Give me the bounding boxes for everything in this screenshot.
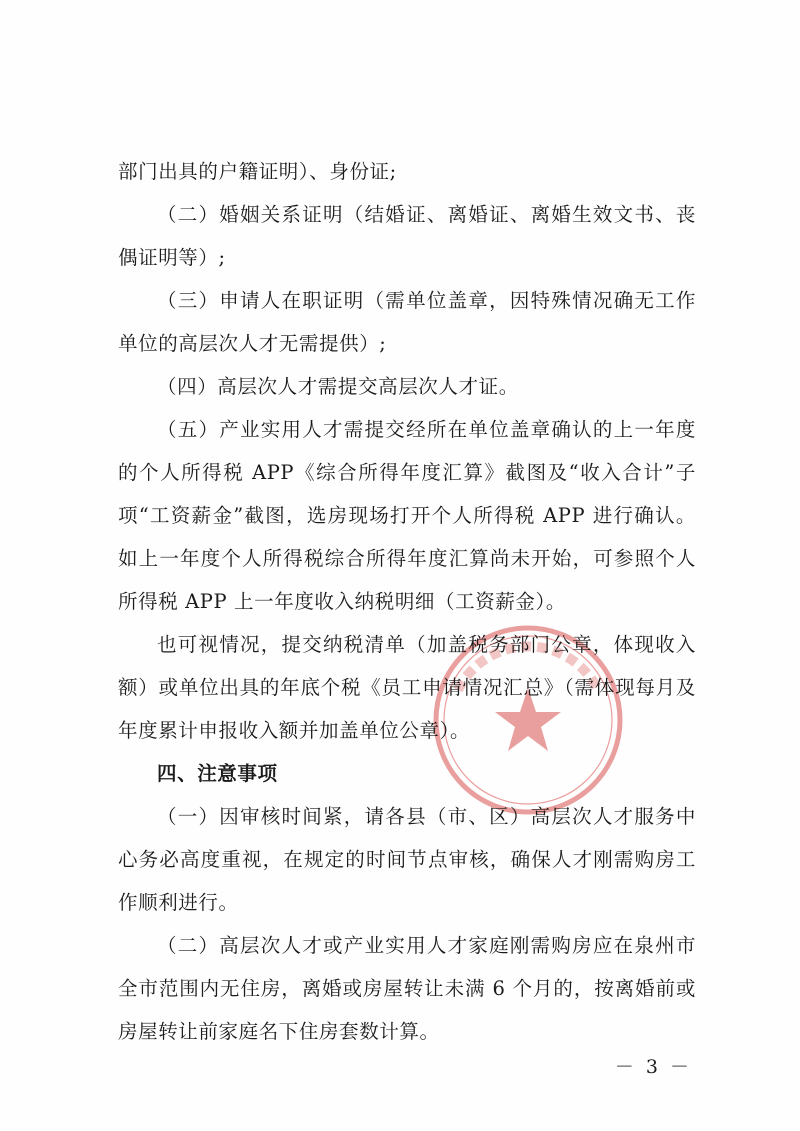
paragraph-tax-screenshot: （五）产业实用人才需提交经所在单位盖章确认的上一年度的个人所得税 APP《综合所得年度汇算》截图及“收入合计”子项“工资薪金”截图，选房现场打开个人所得税 APP 进行确认。如上一年度个人所得税综合所得年度汇算尚未开始，可参照个人所得税 APP 上一年度收入纳税明细（工资薪金）。 [118, 418, 696, 613]
paragraph-tax-alternative: 也可视情况，提交纳税清单（加盖税务部门公章，体现收入额）或单位出具的年底个税《员工申请情况汇总》（需体现每月及年度累计申报收入额并加盖单位公章）。 [118, 633, 696, 742]
section-heading-notes: 四、注意事项 [157, 762, 278, 785]
page-number: － 3 － [614, 1056, 692, 1078]
paragraph-marriage-proof: （二）婚姻关系证明（结婚证、离婚证、离婚生效文书、丧偶证明等）; [118, 203, 696, 269]
paragraph-employment-proof: （三）申请人在职证明（需单位盖章，因特殊情况确无工作单位的高层次人才无需提供）; [118, 289, 696, 355]
paragraph-review-timeline: （一）因审核时间紧，请各县（市、区）高层次人才服务中心务必高度重视，在规定的时间节点审核，确保人才刚需购房工作顺利进行。 [118, 805, 696, 914]
paragraph-household-proof: 部门出具的户籍证明）、身份证; [118, 160, 397, 183]
paragraph-housing-condition: （二）高层次人才或产业实用人才家庭刚需购房应在泉州市全市范围内无住房，离婚或房屋转让未满 6 个月的，按离婚前或房屋转让前家庭名下住房套数计算。 [118, 934, 696, 1043]
document-body [118, 150, 696, 1053]
paragraph-talent-certificate: （四）高层次人才需提交高层次人才证。 [157, 375, 519, 398]
